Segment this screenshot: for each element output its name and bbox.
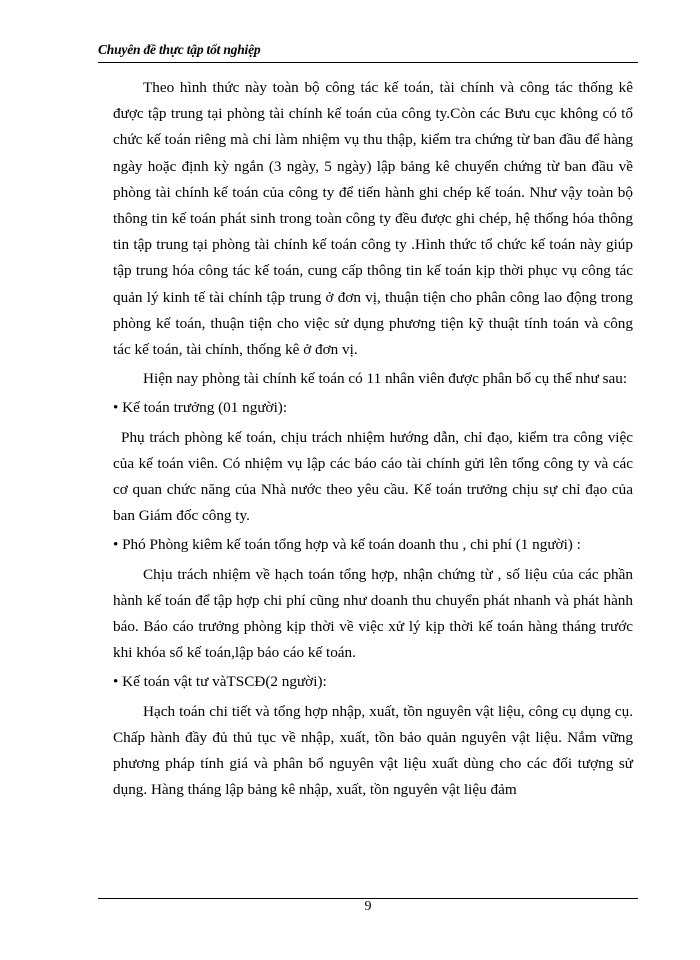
paragraph-chief-accountant-duties: Phụ trách phòng kế toán, chịu trách nhiệm hướng dẫn, chỉ đạo, kiểm tra công việc của kế toán viên. Có nhiệm vụ lập các báo cáo tài chính gửi lên tổng công ty và các cơ quan chức năng của Nhà nước theo yêu cầu. Kế toán trưởng chịu sự chỉ đạo của ban Giám đốc công ty. bbox=[113, 428, 633, 525]
paragraph-accounting-form: Theo hình thức này toàn bộ công tác kế toán, tài chính và công tác thống kê được tập trung tại phòng tài chính kế toán của công ty.Còn các Bưu cục không có tổ chức kế toán riêng mà chỉ làm nhiệm vụ thu thập, kiểm tra chứng từ ban đầu để hàng ngày hoặc định kỳ ngắn (3 ngày, 5 ngày) lập bảng kê chuyển chứng từ ban đầu về phòng tài chính kế toán của công ty để tiến hành ghi chép kế toán. Như vậy toàn bộ thông tin kế toán phát sinh trong toàn công ty đều được ghi chép, hệ thống hóa thông tin tập trung tại phòng tài chính kế toán công ty .Hình thức tổ chức kế toán này giúp tập trung hóa công tác kế toán, cung cấp thông tin kế toán kịp thời phục vụ công tác quản lý kinh tế tài chính tập trung ở đơn vị, thuận tiện cho phân công lao động trong phòng kế toán, thuận tiện cho việc sử dụng phương tiện kỹ thuật tính toán và công tác kế toán, tài chính, thống kê ở đơn vị. bbox=[113, 79, 633, 359]
bullet-chief-accountant: • Kế toán trưởng (01 người): bbox=[113, 399, 288, 417]
paragraph-materials-assets-duties: Hạch toán chi tiết và tổng hợp nhập, xuất, tồn nguyên vật liệu, công cụ dụng cụ. Chấp hành đầy đủ thủ tục về nhập, xuất, tồn bảo quản nguyên vật liệu. Nắm vững phương pháp tính giá và phân bổ nguyên vật liệu xuất dùng cho các đối tượng sử dụng. Hàng tháng lập bảng kê nhập, xuất, tồn nguyên vật liệu đảm bbox=[113, 702, 633, 799]
paragraph-staff-count: Hiện nay phòng tài chính kế toán có 11 nhân viên được phân bổ cụ thể như sau: bbox=[143, 370, 628, 388]
document-body bbox=[113, 75, 633, 806]
page-header bbox=[98, 40, 638, 63]
paragraph-deputy-head-duties: Chịu trách nhiệm về hạch toán tổng hợp, nhận chứng từ , số liệu của các phần hành kế toán để tập hợp chi phí cũng như doanh thu chuyển phát nhanh và phát hành báo. Báo cáo trưởng phòng kịp thời về việc xử lý kịp thời kế toán hàng tháng trước khi khóa sổ kế toán,lập báo cáo kế toán. bbox=[113, 565, 633, 662]
page-footer bbox=[98, 898, 638, 914]
bullet-materials-assets-accountant: • Kế toán vật tư vàTSCĐ(2 người): bbox=[113, 673, 327, 691]
page-number: 9 bbox=[364, 899, 372, 914]
bullet-deputy-head: • Phó Phòng kiêm kế toán tổng hợp và kế toán doanh thu , chi phí (1 người) : bbox=[113, 536, 581, 554]
header-title: Chuyên đề thực tập tốt nghiệp bbox=[98, 42, 261, 57]
